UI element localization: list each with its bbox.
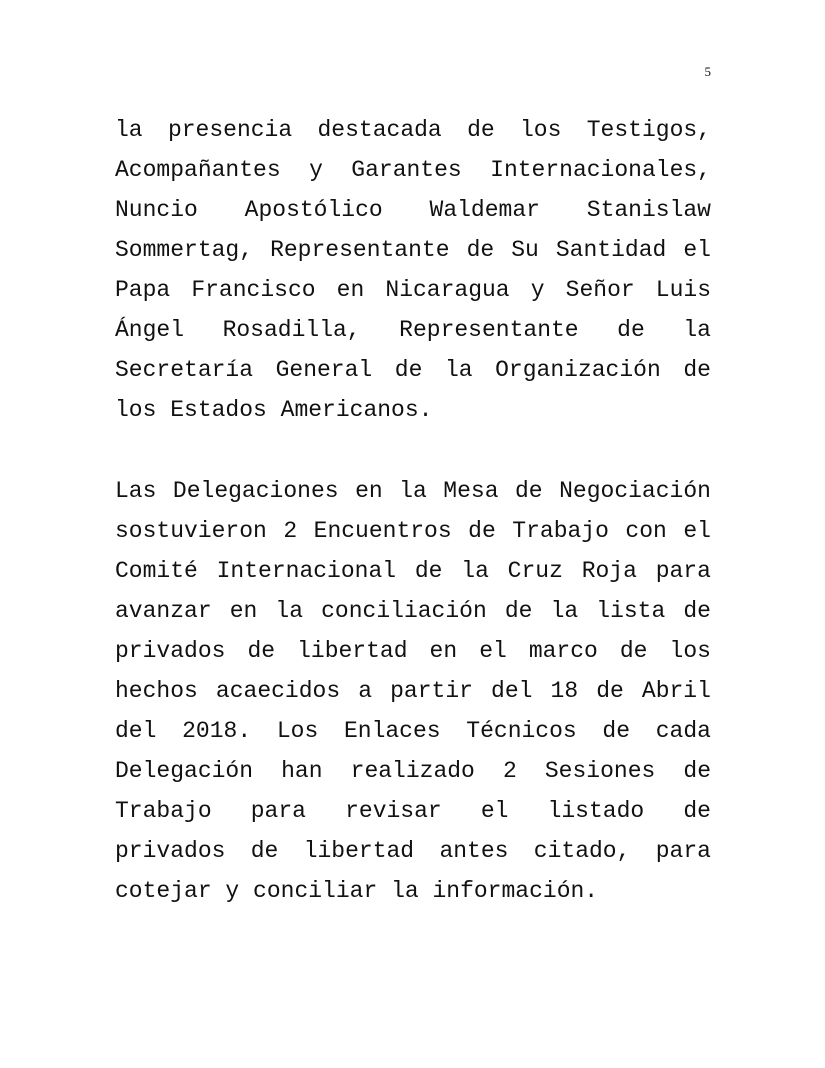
word: presencia (167, 117, 293, 143)
page-number: 5 (704, 64, 711, 79)
word: y (309, 157, 323, 183)
text-line (115, 310, 711, 350)
text-line (115, 230, 711, 270)
word: Secretaría (115, 357, 254, 383)
text-line (115, 791, 711, 831)
word: de (683, 758, 711, 784)
word: los (669, 638, 711, 664)
word: Waldemar (429, 197, 540, 223)
word: marco (528, 638, 598, 664)
word: han (281, 758, 323, 784)
word: Trabajo (115, 798, 212, 824)
word: Encuentros (313, 518, 452, 544)
text-line (115, 871, 711, 911)
text-line (115, 390, 711, 430)
word: Organización (495, 357, 661, 383)
word: de (602, 718, 631, 744)
text-line (115, 591, 711, 631)
paragraph-2 (115, 471, 711, 911)
word: libertad (303, 838, 415, 864)
word: Roja (581, 558, 637, 584)
word: Señor (565, 277, 635, 303)
word: citado, (533, 838, 631, 864)
text-line (115, 551, 711, 591)
word: de (466, 237, 495, 263)
word: partir (390, 678, 473, 704)
word: Estados (170, 397, 267, 423)
word: Internacionales, (490, 157, 711, 183)
text-line (115, 270, 711, 310)
word: libertad (297, 638, 408, 664)
word: en (429, 638, 458, 664)
word: hechos (115, 678, 198, 704)
word: Francisco (191, 277, 316, 303)
word: Americanos. (280, 397, 433, 423)
word: Papa (115, 277, 171, 303)
text-line (115, 471, 711, 511)
word: revisar (345, 798, 442, 824)
word: de (467, 117, 495, 143)
word: Comité (115, 558, 198, 584)
word: información. (432, 878, 599, 904)
word: Apostólico (244, 197, 383, 223)
word: la (275, 598, 304, 624)
paragraph-1 (115, 110, 711, 430)
word: de (414, 558, 443, 584)
word: Internacional (216, 558, 397, 584)
word: en (355, 478, 383, 504)
word: a (358, 678, 373, 704)
word: la (683, 317, 711, 343)
word: Santidad (555, 237, 667, 263)
word: conciliación (321, 598, 487, 624)
word: para (250, 798, 306, 824)
text-line (115, 150, 711, 190)
word: los (520, 117, 562, 143)
word: Nuncio (115, 197, 198, 223)
word: Sesiones (544, 758, 656, 784)
word: la (461, 558, 489, 584)
word: Enlaces (343, 718, 441, 744)
word: Técnicos (466, 718, 577, 744)
word: realizado (350, 758, 475, 784)
word: Luis (655, 277, 711, 303)
text-line (115, 631, 711, 671)
word: de (683, 598, 711, 624)
text-line (115, 831, 711, 871)
word: acaecidos (215, 678, 341, 704)
word: Testigos, (586, 117, 711, 143)
word: sostuvieron (115, 518, 267, 544)
word: Los (276, 718, 319, 744)
text-line (115, 511, 711, 551)
word: Mesa (443, 478, 499, 504)
word: Stanislaw (586, 197, 711, 223)
word: General (275, 357, 373, 383)
word: de (394, 357, 423, 383)
word: Garantes (351, 157, 462, 183)
word: de (504, 598, 533, 624)
word: conciliar (253, 878, 378, 904)
word: Su (511, 237, 539, 263)
word: la (391, 878, 419, 904)
word: para (655, 558, 711, 584)
word: los (115, 397, 157, 423)
word: 2018. (182, 718, 252, 744)
word: Negociación (559, 478, 711, 504)
word: Delegaciones (172, 478, 339, 504)
word: la (550, 598, 579, 624)
text-line (115, 751, 711, 791)
word: destacada (317, 117, 442, 143)
word: Sommertag, (115, 237, 254, 263)
word: 18 (550, 678, 579, 704)
text-line (115, 110, 711, 150)
word: para (655, 838, 711, 864)
word: Las (115, 478, 157, 504)
word: cada (655, 718, 711, 744)
word: en (229, 598, 258, 624)
word: de (596, 678, 624, 704)
word: en (336, 277, 365, 303)
word: el (479, 638, 507, 664)
word: Representante (270, 237, 450, 263)
word: listado (547, 798, 645, 824)
word: lista (596, 598, 666, 624)
word: la (444, 357, 473, 383)
word: 2 (283, 518, 298, 544)
word: cotejar (115, 878, 212, 904)
word: Delegación (115, 758, 254, 784)
word: Trabajo (512, 518, 609, 544)
word: Acompañantes (115, 157, 281, 183)
text-line (115, 671, 711, 711)
word: Cruz (507, 558, 563, 584)
word: de (683, 798, 711, 824)
word: del (115, 718, 157, 744)
word: y (530, 277, 545, 303)
word: del (491, 678, 533, 704)
word: privados (115, 638, 226, 664)
word: Abril (641, 678, 711, 704)
word: el (683, 518, 711, 544)
word: antes (439, 838, 509, 864)
word: de (617, 317, 645, 343)
word: de (250, 838, 279, 864)
word: Rosadilla, (222, 317, 361, 343)
word: de (683, 357, 711, 383)
word: Nicaragua (385, 277, 510, 303)
word: 2 (502, 758, 517, 784)
word: Ángel (115, 317, 185, 343)
word: Representante (399, 317, 579, 343)
word: la (115, 117, 143, 143)
word: de (468, 518, 496, 544)
word: de (619, 638, 648, 664)
text-line (115, 190, 711, 230)
word: de (515, 478, 543, 504)
word: de (247, 638, 276, 664)
word: y (225, 878, 240, 904)
word: con (625, 518, 667, 544)
word: avanzar (115, 598, 212, 624)
word: el (480, 798, 509, 824)
text-line (115, 350, 711, 390)
word: privados (115, 838, 226, 864)
word: el (683, 237, 711, 263)
text-line (115, 711, 711, 751)
word: la (399, 478, 427, 504)
